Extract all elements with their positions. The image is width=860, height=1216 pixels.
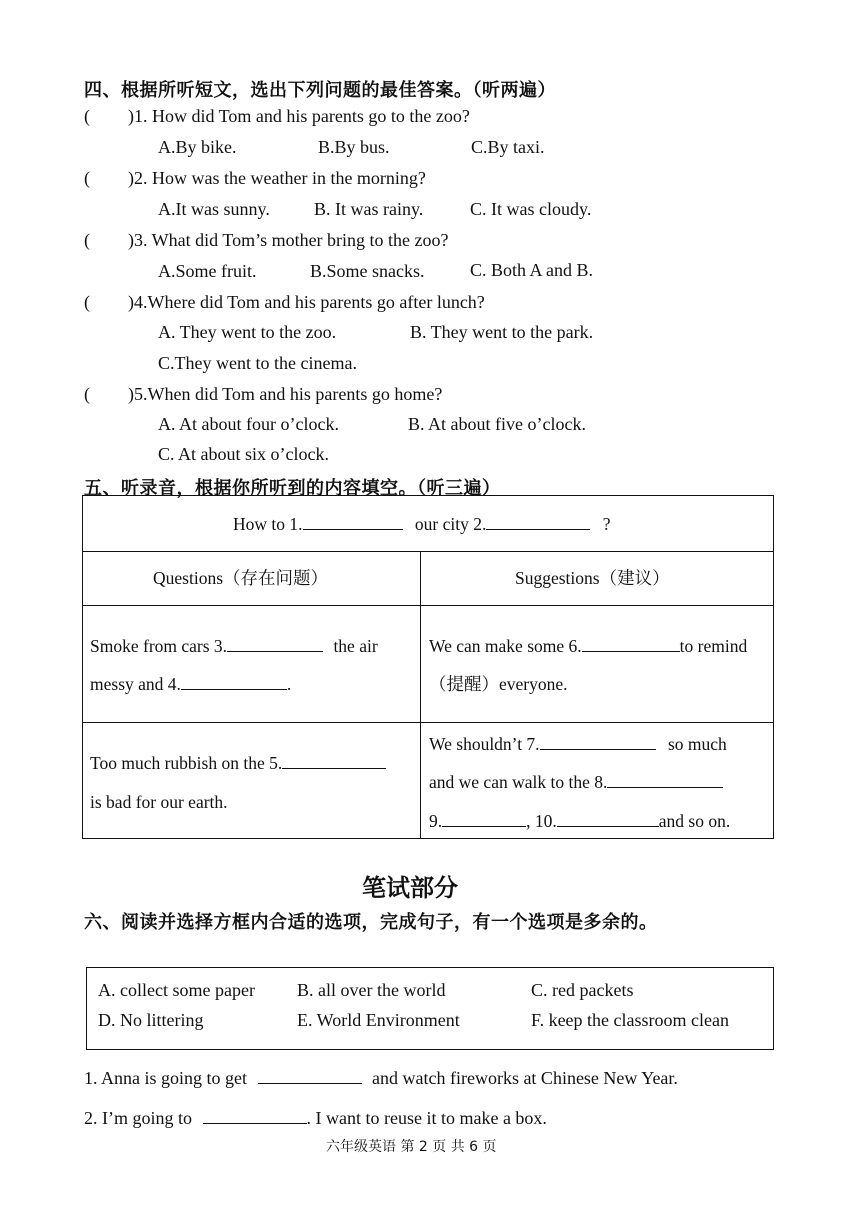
row1-right-line2: （提醒）everyone. xyxy=(429,674,568,694)
q3-option-b: B.Some snacks. xyxy=(310,261,425,281)
text: and we can walk to the 8. xyxy=(429,772,608,792)
question-5: )5.When did Tom and his parents go home? xyxy=(128,384,443,404)
q5-option-a: A. At about four o’clock. xyxy=(158,414,339,434)
question-3: )3. What did Tom’s mother bring to the zoo? xyxy=(128,230,449,250)
text: the air xyxy=(333,636,378,656)
section6-title: 六、阅读并选择方框内合适的选项，完成句子，有一个选项是多余的。 xyxy=(84,912,658,933)
sentence-2 xyxy=(84,1108,547,1129)
row1-left-line2 xyxy=(90,665,291,703)
blank-10[interactable] xyxy=(557,812,659,827)
option-f: F. keep the classroom clean xyxy=(531,1010,729,1030)
blank-7[interactable] xyxy=(540,735,656,750)
header-text-3: ? xyxy=(602,514,611,534)
options-box xyxy=(86,967,774,1050)
option-c: C. red packets xyxy=(531,980,634,1000)
column-header-questions: Questions（存在问题） xyxy=(153,568,328,588)
text: 1. Anna is going to get xyxy=(84,1068,247,1088)
blank-5[interactable] xyxy=(282,754,386,769)
q2-option-b: B. It was rainy. xyxy=(314,199,424,219)
question-2: )2. How was the weather in the morning? xyxy=(128,168,426,188)
q1-option-a: A.By bike. xyxy=(158,137,237,157)
blank-8[interactable] xyxy=(607,773,723,788)
page-footer: 六年级英语 第 2 页 共 6 页 xyxy=(326,1139,497,1155)
answer-paren: ( xyxy=(84,230,90,250)
text: Smoke from cars 3. xyxy=(90,636,228,656)
text: and so on. xyxy=(658,811,731,831)
q4-option-b: B. They went to the park. xyxy=(410,322,594,342)
row2-left-line2: is bad for our earth. xyxy=(90,792,228,812)
answer-paren: ( xyxy=(84,292,90,312)
header-text-1: How to 1. xyxy=(233,514,303,534)
text: so much xyxy=(667,734,727,754)
blank-2[interactable] xyxy=(486,515,590,530)
section4-title: 四、根据所听短文，选出下列问题的最佳答案。（听两遍） xyxy=(84,80,556,101)
section5-title: 五、听录音，根据你所听到的内容填空。（听三遍） xyxy=(84,478,501,499)
header-text-2: our city 2. xyxy=(414,514,487,534)
q5-option-c: C. At about six o’clock. xyxy=(158,444,329,464)
row1-left-line1 xyxy=(90,627,378,665)
text: We can make some 6. xyxy=(429,636,582,656)
blank-9[interactable] xyxy=(442,812,526,827)
option-e: E. World Environment xyxy=(297,1010,460,1030)
sentence-1 xyxy=(84,1068,678,1089)
blank-6[interactable] xyxy=(582,637,680,652)
q1-option-c: C.By taxi. xyxy=(471,137,545,157)
answer-paren: ( xyxy=(84,106,90,126)
text: , 10. xyxy=(526,811,557,831)
q3-option-a: A.Some fruit. xyxy=(158,261,257,281)
option-a: A. collect some paper xyxy=(98,980,255,1000)
text: We shouldn’t 7. xyxy=(429,734,540,754)
q2-option-c: C. It was cloudy. xyxy=(470,199,592,219)
blank-4[interactable] xyxy=(181,675,287,690)
row1-right-line1 xyxy=(429,627,747,665)
blank-3[interactable] xyxy=(227,637,323,652)
row2-right-line1 xyxy=(429,725,727,763)
option-b: B. all over the world xyxy=(297,980,446,1000)
option-d: D. No littering xyxy=(98,1010,204,1030)
text: . xyxy=(286,674,292,694)
row2-right-line2 xyxy=(429,763,723,801)
text: messy and 4. xyxy=(90,674,181,694)
q1-option-b: B.By bus. xyxy=(318,137,390,157)
row2-right-line3 xyxy=(429,802,730,840)
text: to remind xyxy=(679,636,748,656)
fill-in-table xyxy=(82,495,774,839)
text: and watch fireworks at Chinese New Year. xyxy=(372,1068,678,1088)
text: Too much rubbish on the 5. xyxy=(90,753,283,773)
sentence-1-blank[interactable] xyxy=(258,1069,362,1084)
answer-paren: ( xyxy=(84,168,90,188)
q4-option-c: C.They went to the cinema. xyxy=(158,353,357,373)
q4-option-a: A. They went to the zoo. xyxy=(158,322,337,342)
text: . I want to reuse it to make a box. xyxy=(306,1108,547,1128)
answer-paren: ( xyxy=(84,384,90,404)
sentence-2-blank[interactable] xyxy=(203,1109,307,1124)
written-part-title: 笔试部分 xyxy=(362,873,458,902)
q3-option-c: C. Both A and B. xyxy=(470,260,594,280)
q2-option-a: A.It was sunny. xyxy=(158,199,270,219)
text: 2. I’m going to xyxy=(84,1108,192,1128)
question-4: )4.Where did Tom and his parents go after lunch? xyxy=(128,292,485,312)
q5-option-b: B. At about five o’clock. xyxy=(408,414,586,434)
blank-1[interactable] xyxy=(303,515,403,530)
table-header-row xyxy=(233,505,611,543)
column-header-suggestions: Suggestions（建议） xyxy=(515,568,670,588)
text: 9. xyxy=(429,811,443,831)
question-1: )1. How did Tom and his parents go to the zoo? xyxy=(128,106,470,126)
row2-left-line1 xyxy=(90,744,386,782)
